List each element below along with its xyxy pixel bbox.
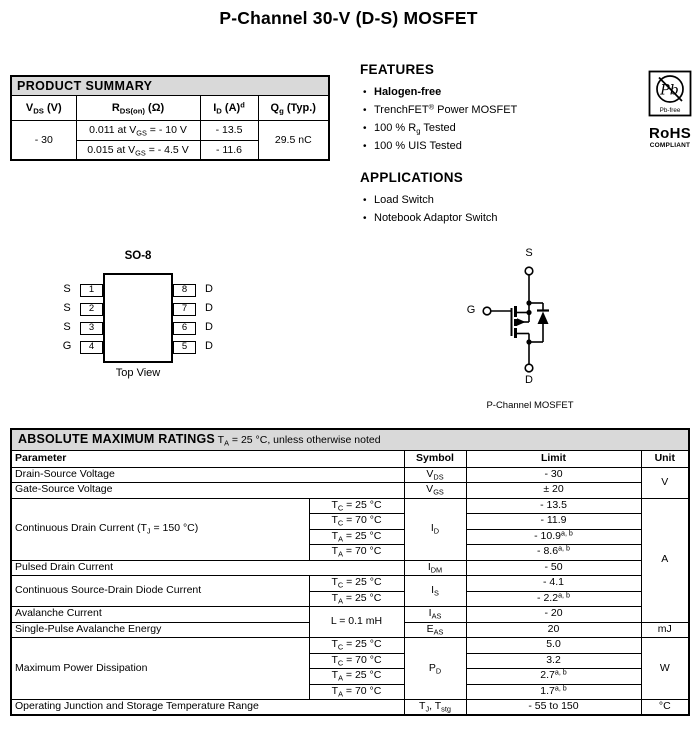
table-row bbox=[11, 638, 689, 654]
limit-pd-1: 5.0 bbox=[466, 638, 641, 654]
feature-text: Halogen-free bbox=[374, 86, 442, 98]
table-row bbox=[11, 607, 689, 623]
id-value-1: - 13.5 bbox=[200, 120, 258, 140]
symbol-is: $I_S$ bbox=[404, 576, 466, 607]
table-row bbox=[11, 576, 689, 592]
cond-is-2: $T_A = 25$ °C bbox=[309, 591, 404, 607]
list-item bbox=[360, 140, 630, 153]
product-summary-table bbox=[10, 75, 330, 161]
limit-eas: 20 bbox=[466, 622, 641, 638]
table-row bbox=[11, 498, 689, 514]
limit-pd-3: 2.7$^{a, b}$ bbox=[466, 669, 641, 685]
id-value-2: - 11.6 bbox=[200, 140, 258, 160]
col-header-limit: Limit bbox=[466, 450, 641, 467]
amr-title-note: $T_A = 25$ °C, unless otherwise noted bbox=[217, 434, 381, 448]
cond-pd-3: $T_A = 25$ °C bbox=[309, 669, 404, 685]
mosfet-caption: P-Channel MOSFET bbox=[486, 400, 574, 411]
list-item bbox=[360, 194, 630, 207]
bullet-icon: • bbox=[363, 213, 367, 224]
pin-label-right-3: D bbox=[205, 321, 213, 333]
cond-id-3: $T_A = 25$ °C bbox=[309, 529, 404, 545]
limit-is-1: - 4.1 bbox=[466, 576, 641, 592]
pin-label-right-1: D bbox=[205, 283, 213, 295]
package-body bbox=[103, 273, 173, 363]
rdson-value-2: 0.015 at $V_{GS}$ = - 4.5 V bbox=[76, 140, 200, 160]
param-ias: Avalanche Current bbox=[11, 607, 309, 623]
limit-ias: - 20 bbox=[466, 607, 641, 623]
feature-text: 100 % $R_g$ Tested bbox=[374, 122, 456, 136]
list-item bbox=[360, 86, 630, 99]
pin-label-left-2: S bbox=[63, 302, 71, 314]
symbol-eas: $E_{AS}$ bbox=[404, 622, 466, 638]
limit-pd-2: 3.2 bbox=[466, 653, 641, 669]
pb-text: Pb bbox=[659, 82, 679, 99]
cond-id-1: $T_C = 25$ °C bbox=[309, 498, 404, 514]
amr-title: ABSOLUTE MAXIMUM RATINGS bbox=[18, 432, 215, 447]
cond-id-4: $T_A = 70$ °C bbox=[309, 545, 404, 561]
table-row bbox=[11, 120, 329, 140]
rohs-label: RoHS bbox=[648, 125, 692, 142]
page-title: P-Channel 30-V (D-S) MOSFET bbox=[219, 8, 478, 28]
top-view-caption: Top View bbox=[115, 367, 161, 379]
drain-terminal-label: D bbox=[525, 374, 533, 386]
param-eas: Single-Pulse Avalanche Energy bbox=[11, 622, 309, 638]
pin-7: 7 bbox=[173, 303, 196, 316]
features-heading: FEATURES bbox=[360, 62, 435, 77]
col-header-symbol: Symbol bbox=[404, 450, 466, 467]
pin-label-right-2: D bbox=[205, 302, 213, 314]
symbol-id: $I_D$ bbox=[404, 498, 466, 560]
symbol-idm: $I_{DM}$ bbox=[404, 560, 466, 576]
pin-1: 1 bbox=[80, 284, 103, 297]
bullet-icon: • bbox=[363, 195, 367, 206]
unit-c: °C bbox=[641, 700, 689, 716]
limit-vgs: ± 20 bbox=[466, 483, 641, 499]
table-row bbox=[11, 483, 689, 499]
limit-idm: - 50 bbox=[466, 560, 641, 576]
pin-label-left-4: G bbox=[62, 340, 72, 352]
amr-header-row bbox=[11, 450, 689, 467]
package-name: SO-8 bbox=[124, 250, 152, 262]
symbol-ias: $I_{AS}$ bbox=[404, 607, 466, 623]
symbol-vds: $V_{DS}$ bbox=[404, 467, 466, 483]
unit-mj: mJ bbox=[641, 622, 689, 638]
cond-avalanche: L = 0.1 mH bbox=[309, 607, 404, 638]
param-vgs: Gate-Source Voltage bbox=[11, 483, 404, 499]
pin-8: 8 bbox=[173, 284, 196, 297]
product-summary-header-row bbox=[11, 95, 329, 120]
list-item bbox=[360, 104, 630, 117]
bullet-icon: • bbox=[363, 123, 367, 134]
source-terminal-label: S bbox=[525, 247, 533, 259]
limit-id-3: - 10.9$^{a, b}$ bbox=[466, 529, 641, 545]
symbol-pd: $P_D$ bbox=[404, 638, 466, 700]
application-text: Load Switch bbox=[374, 194, 434, 206]
bullet-icon: • bbox=[363, 141, 367, 152]
gate-terminal-label: G bbox=[466, 304, 476, 316]
limit-id-2: - 11.9 bbox=[466, 514, 641, 530]
param-id: Continuous Drain Current ($T_J = 150$ °C) bbox=[11, 498, 309, 560]
table-row bbox=[11, 560, 689, 576]
limit-tj: - 55 to 150 bbox=[466, 700, 641, 716]
pin-2: 2 bbox=[80, 303, 103, 316]
features-applications-block bbox=[360, 62, 630, 230]
qg-value: 29.5 nC bbox=[258, 120, 329, 160]
col-header-vds: $V_{DS}$ (V) bbox=[11, 95, 76, 120]
absolute-maximum-ratings-table bbox=[10, 428, 690, 716]
symbol-vgs: $V_{GS}$ bbox=[404, 483, 466, 499]
pin-label-left-3: S bbox=[63, 321, 71, 333]
param-idm: Pulsed Drain Current bbox=[11, 560, 404, 576]
vds-value: - 30 bbox=[11, 120, 76, 160]
col-header-rdson: $R_{DS(on)}$ (Ω) bbox=[76, 95, 200, 120]
limit-id-4: - 8.6$^{a, b}$ bbox=[466, 545, 641, 561]
col-header-unit: Unit bbox=[641, 450, 689, 467]
pin-label-right-4: D bbox=[205, 340, 213, 352]
cond-pd-4: $T_A = 70$ °C bbox=[309, 684, 404, 700]
bullet-icon: • bbox=[363, 87, 367, 98]
table-row bbox=[11, 700, 689, 716]
table-row bbox=[11, 467, 689, 483]
limit-is-2: - 2.2$^{a, b}$ bbox=[466, 591, 641, 607]
rohs-compliant-label: COMPLIANT bbox=[649, 142, 691, 149]
product-summary-title: PRODUCT SUMMARY bbox=[11, 76, 329, 95]
list-item bbox=[360, 122, 630, 135]
col-header-parameter: Parameter bbox=[11, 450, 404, 467]
applications-heading: APPLICATIONS bbox=[360, 170, 464, 185]
product-summary-title-row bbox=[11, 76, 329, 95]
so8-package-diagram bbox=[55, 248, 225, 388]
bullet-icon: • bbox=[363, 105, 367, 116]
unit-v: V bbox=[641, 467, 689, 498]
pin-3: 3 bbox=[80, 322, 103, 335]
limit-pd-4: 1.7$^{a, b}$ bbox=[466, 684, 641, 700]
mosfet-symbol-drawing bbox=[455, 245, 605, 420]
cond-is-1: $T_C = 25$ °C bbox=[309, 576, 404, 592]
symbol-tj: $T_J$, $T_{stg}$ bbox=[404, 700, 466, 716]
limit-vds: - 30 bbox=[466, 467, 641, 483]
cond-id-2: $T_C = 70$ °C bbox=[309, 514, 404, 530]
mosfet-schematic bbox=[455, 245, 605, 420]
cond-pd-2: $T_C = 70$ °C bbox=[309, 653, 404, 669]
pb-free-text: Pb-free bbox=[659, 107, 680, 114]
col-header-id: $I_D$ $(A)^d$ bbox=[200, 95, 258, 120]
rohs-mark bbox=[645, 70, 695, 149]
body-arrow bbox=[517, 318, 526, 326]
pin-label-left-1: S bbox=[63, 283, 71, 295]
body-diode bbox=[538, 312, 549, 325]
unit-w: W bbox=[641, 638, 689, 700]
rdson-value-1: 0.011 at $V_{GS}$ = - 10 V bbox=[76, 120, 200, 140]
limit-id-1: - 13.5 bbox=[466, 498, 641, 514]
cond-pd-1: $T_C = 25$ °C bbox=[309, 638, 404, 654]
col-header-qg: $Q_g$ (Typ.) bbox=[258, 95, 329, 120]
param-tj: Operating Junction and Storage Temperature Range bbox=[11, 700, 404, 716]
param-vds: Drain-Source Voltage bbox=[11, 467, 404, 483]
amr-title-row bbox=[11, 429, 689, 450]
amr-title-cell bbox=[11, 429, 689, 450]
pin-5: 5 bbox=[173, 341, 196, 354]
pb-free-icon bbox=[648, 70, 693, 117]
param-pd: Maximum Power Dissipation bbox=[11, 638, 309, 700]
list-item bbox=[360, 212, 630, 225]
feature-text: TrenchFET® Power MOSFET bbox=[374, 102, 518, 116]
feature-text: 100 % UIS Tested bbox=[374, 140, 462, 152]
application-text: Notebook Adaptor Switch bbox=[374, 212, 498, 224]
pin-4: 4 bbox=[80, 341, 103, 354]
pin-6: 6 bbox=[173, 322, 196, 335]
param-is: Continuous Source-Drain Diode Current bbox=[11, 576, 309, 607]
unit-a: A bbox=[641, 498, 689, 622]
